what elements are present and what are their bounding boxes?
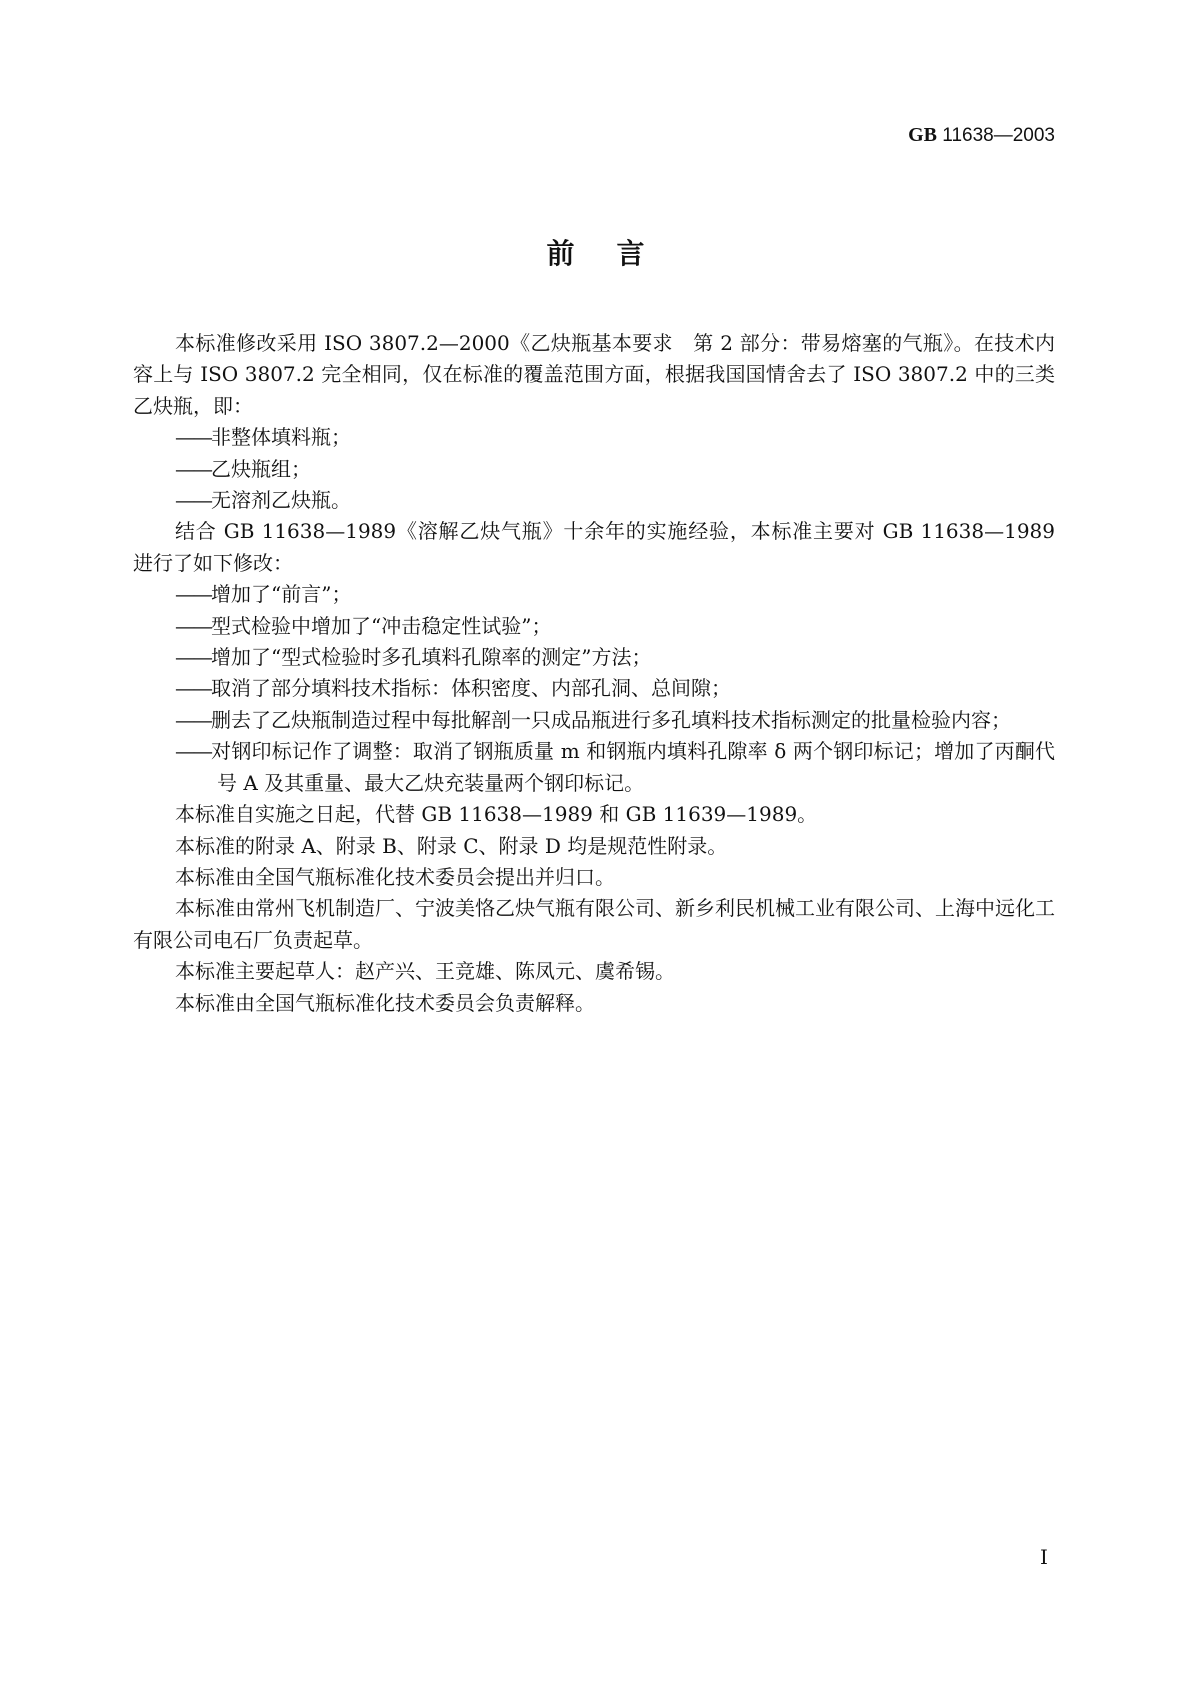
- paragraph: 本标准的附录 A、附录 B、附录 C、附录 D 均是规范性附录。: [175, 833, 728, 858]
- list-item: [133, 673, 1055, 704]
- paragraph: 本标准由常州飞机制造厂、宁波美恪乙炔气瓶有限公司、新乡利民机械工业有限公司、上海中远化工有限公司电石厂负责起草。: [133, 896, 1055, 952]
- paragraph: 本标准主要起草人：赵产兴、王竞雄、陈凤元、虞希锡。: [175, 959, 675, 984]
- standard-code: [880, 124, 1055, 147]
- dash: ——: [175, 613, 211, 638]
- dash: ——: [175, 707, 211, 732]
- changes-intro-paragraph: 结合 GB 11638—1989《溶解乙炔气瓶》十余年的实施经验，本标准主要对 GB 11638—1989 进行了如下修改：: [133, 519, 1055, 575]
- dash: ——: [175, 488, 211, 513]
- page-title: 前言: [546, 237, 687, 270]
- list-item: [133, 485, 1055, 516]
- list-item-text: 删去了乙炔瓶制造过程中每批解剖一只成品瓶进行多孔填料技术指标测定的批量检验内容；: [211, 707, 1011, 732]
- dash: ——: [175, 456, 211, 481]
- list-item: [133, 579, 1055, 610]
- standard-code-number: 11638—2003: [942, 125, 1055, 146]
- list-item-text: 取消了部分填料技术指标：体积密度、内部孔洞、总间隙；: [211, 676, 731, 701]
- list-item-text: 增加了“型式检验时多孔填料孔隙率的测定”方法；: [211, 645, 652, 670]
- list-item-text: 无溶剂乙炔瓶。: [211, 488, 351, 513]
- list-item-text: 对钢印标记作了调整：取消了钢瓶质量 m 和钢瓶内填料孔隙率 δ 两个钢印标记；增加了丙酮代号 A 及其重量、最大乙炔充装量两个钢印标记。: [211, 739, 1055, 795]
- list-item-text: 非整体填料瓶；: [211, 425, 351, 450]
- paragraph: 本标准自实施之日起，代替 GB 11638—1989 和 GB 11639—1989。: [175, 802, 818, 827]
- list-item: [133, 642, 1055, 673]
- list-item-text: 乙炔瓶组；: [211, 456, 311, 481]
- dash: ——: [175, 676, 211, 701]
- dash: ——: [175, 739, 211, 764]
- intro-paragraph: 本标准修改采用 ISO 3807.2—2000《乙炔瓶基本要求 第 2 部分：带易熔塞的气瓶》。在技术内容上与 ISO 3807.2 完全相同，仅在标准的覆盖范围方面，根据我国国情舍去了 ISO 3807.2 中的三类乙炔瓶，即：: [133, 331, 1055, 418]
- page-number: I: [1040, 1545, 1048, 1569]
- standard-code-prefix: GB: [908, 124, 938, 146]
- document-body: [133, 328, 1055, 1019]
- list-item-text: 型式检验中增加了“冲击稳定性试验”；: [211, 613, 552, 638]
- list-item-text: 增加了“前言”；: [211, 582, 352, 607]
- dash: ——: [175, 582, 211, 607]
- paragraph: 本标准由全国气瓶标准化技术委员会提出并归口。: [175, 864, 615, 889]
- list-item: [133, 705, 1055, 736]
- dash: ——: [175, 645, 211, 670]
- dash: ——: [175, 425, 211, 450]
- list-item: [133, 736, 1055, 799]
- list-item: [133, 422, 1055, 453]
- paragraph: 本标准由全国气瓶标准化技术委员会负责解释。: [175, 990, 595, 1015]
- list-item: [133, 454, 1055, 485]
- list-item: [133, 611, 1055, 642]
